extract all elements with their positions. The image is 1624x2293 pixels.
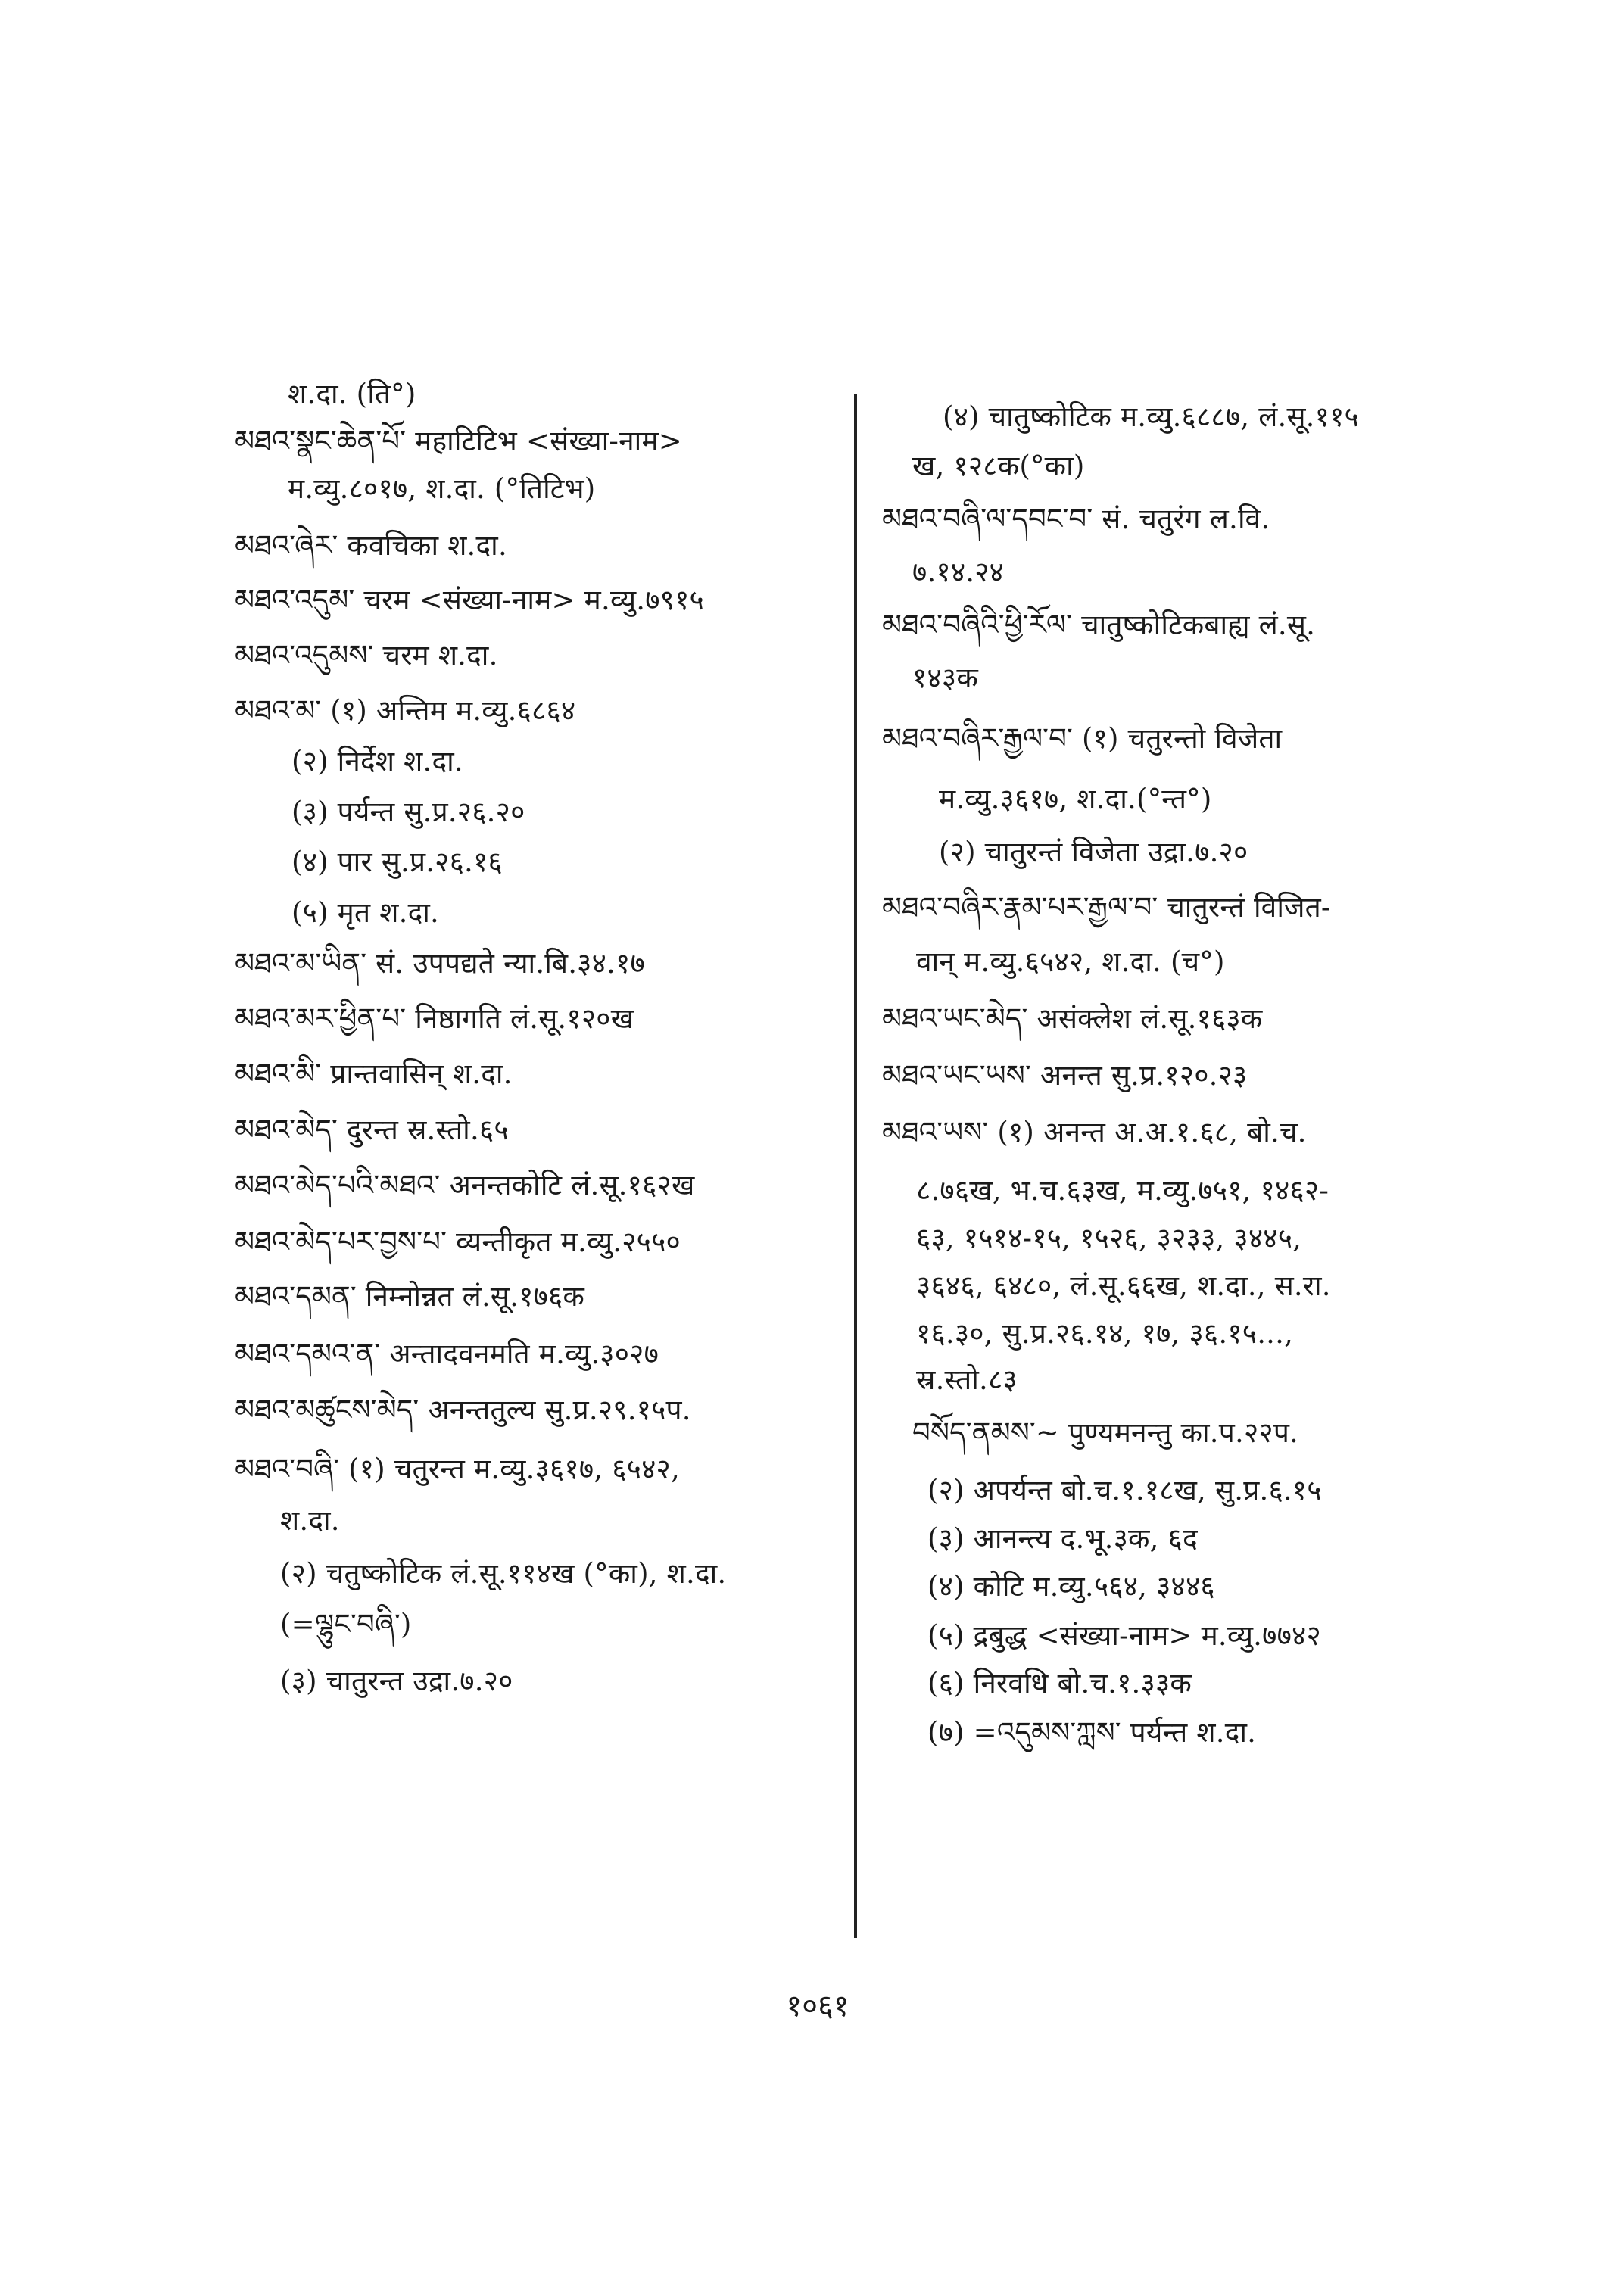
entry-line: (२) चतुष्कोटिक लं.सू.११४ख (°का), श.दा. bbox=[280, 1557, 727, 1590]
entry-line: म.व्यु.८०१७, श.दा. (°तिटिभ) bbox=[288, 472, 596, 505]
entry-line: श.दा. (ति°) bbox=[288, 378, 416, 410]
entry-line: མཐའ་མ་ཡིན་ सं. उपपद्यते न्या.बि.३४.१७ bbox=[235, 947, 645, 980]
entry-line: (५) मृत श.दा. bbox=[291, 896, 439, 929]
entry-line: (६) निरवधि बो.च.१.३३क bbox=[927, 1667, 1192, 1699]
entry-line: (२) अपर्यन्त बो.च.१.१८ख, सु.प्र.६.१५ bbox=[927, 1474, 1322, 1506]
entry-line: (२) चातुरन्तं विजेता उद्रा.७.२० bbox=[939, 836, 1248, 868]
entry-line: མཐའ་བཞི་ལ་དབང་བ་ सं. चतुरंग ल.वि. bbox=[882, 503, 1270, 535]
entry-line: མཐའ་བཞི་ (१) चतुरन्त म.व्यु.३६१७, ६५४२, bbox=[235, 1453, 680, 1485]
entry-line: ३६४६, ६४८०, लं.सू.६६ख, श.दा., स.रा. bbox=[916, 1270, 1331, 1302]
entry-line: མཐའ་དམན་ निम्नोन्नत लं.सू.१७६क bbox=[235, 1280, 585, 1313]
entry-line: (४) चातुष्कोटिक म.व्यु.६८८७, लं.सू.११५ bbox=[943, 400, 1359, 433]
entry-line: མཐའ་བཞིའི་ཕྱི་རོལ་ चातुष्कोटिकबाह्य लं.सू. bbox=[882, 609, 1316, 641]
page-number: १०६१ bbox=[786, 1989, 849, 2024]
entry-line: श.दा. bbox=[280, 1504, 340, 1537]
entry-line: མཐའ་བཞིར་རྒྱལ་བ་ (१) चतुरन्तो विजेता bbox=[882, 722, 1283, 755]
entry-line: (४) कोटि म.व्यु.५६४, ३४४६ bbox=[927, 1570, 1215, 1603]
entry-line: མཐའ་མཚུངས་མེད་ अनन्ततुल्य सु.प्र.२९.१५प. bbox=[235, 1394, 691, 1426]
entry-line: མཐའ་ཡང་མེད་ असंक्लेश लं.सू.१६३क bbox=[882, 1002, 1263, 1035]
entry-line: མཐའ་འདུམས་ चरम श.दा. bbox=[235, 639, 498, 671]
entry-line: མཐའ་མེད་ दुरन्त स्र.स्तो.६५ bbox=[235, 1114, 509, 1146]
entry-line: (४) पार सु.प्र.२६.१६ bbox=[291, 846, 503, 878]
entry-line: (३) पर्यन्त सु.प्र.२६.२० bbox=[291, 796, 525, 828]
entry-line: १६.३०, सु.प्र.२६.१४, १७, ३६.१५..., bbox=[916, 1317, 1294, 1350]
entry-line: མཐའ་སྣང་ཆེན་པོ་ महाटिटिभ <संख्या-नाम> bbox=[235, 425, 682, 457]
entry-line: མཐའ་མར་ཕྱིན་པ་ निष्ठागति लं.सू.१२०ख bbox=[235, 1002, 634, 1035]
entry-line: १४३क bbox=[912, 662, 978, 694]
entry-line: स्र.स्तो.८३ bbox=[916, 1363, 1018, 1396]
entry-line: མཐའ་མེད་པར་བྱས་པ་ व्यन्तीकृत म.व्यु.२५५० bbox=[235, 1226, 681, 1258]
entry-line: མཐའ་འདུམ་ चरम <संख्या-नाम> म.व्यु.७९१५ bbox=[235, 584, 704, 616]
entry-line: ख, १२८क(°का) bbox=[912, 450, 1085, 482]
entry-line: མཐའ་ཞེར་ कवचिका श.दा. bbox=[235, 529, 507, 562]
entry-line: ८.७६ख, भ.च.६३ख, म.व्यु.७५१, १४६२- bbox=[916, 1174, 1329, 1207]
entry-line: བསོད་ནམས་~ पुण्यमनन्तु का.प.२२प. bbox=[912, 1416, 1298, 1449]
column-divider bbox=[854, 394, 857, 1938]
entry-line: वान् म.व्यु.६५४२, श.दा. (च°) bbox=[916, 946, 1225, 978]
entry-line: མཐའ་མེད་པའི་མཐའ་ अनन्तकोटि लं.सू.१६२ख bbox=[235, 1169, 695, 1201]
entry-line: (७) =འདུམས་ཀླས་ पर्यन्त श.दा. bbox=[927, 1716, 1257, 1749]
entry-line: མཐའ་མི་ प्रान्तवासिन् श.दा. bbox=[235, 1058, 513, 1090]
entry-line: མཐའ་ཡས་ (१) अनन्त अ.अ.१.६८, बो.च. bbox=[882, 1116, 1307, 1148]
entry-line: (२) निर्देश श.दा. bbox=[291, 745, 463, 777]
entry-line: (३) चातुरन्त उद्रा.७.२० bbox=[280, 1665, 513, 1697]
entry-line: (५) द्रबुद्ध <संख्या-नाम> म.व्यु.७७४२ bbox=[927, 1619, 1321, 1652]
entry-line: མཐའ་དམའ་ན་ अन्तादवनमति म.व्यु.३०२७ bbox=[235, 1338, 659, 1370]
entry-line: མཐའ་ཡང་ཡས་ अनन्त सु.प्र.१२०.२३ bbox=[882, 1059, 1248, 1092]
entry-line: म.व्यु.३६१७, श.दा.(°न्त°) bbox=[939, 783, 1212, 815]
entry-line: (३) आनन्त्य द.भू.३क, ६द bbox=[927, 1522, 1198, 1555]
entry-line: མཐའ་བཞིར་རྣམ་པར་རྒྱལ་བ་ चातुरन्तं विजित- bbox=[882, 891, 1331, 924]
entry-line: ६३, १५१४-१५, १५२६, ३२३३, ३४४५, bbox=[916, 1222, 1302, 1254]
entry-line: མཐའ་མ་ (१) अन्तिम म.व्यु.६८६४ bbox=[235, 694, 576, 727]
entry-line: (=ལྷུང་བཞི་) bbox=[280, 1608, 412, 1640]
entry-line: ७.१४.२४ bbox=[912, 556, 1005, 588]
